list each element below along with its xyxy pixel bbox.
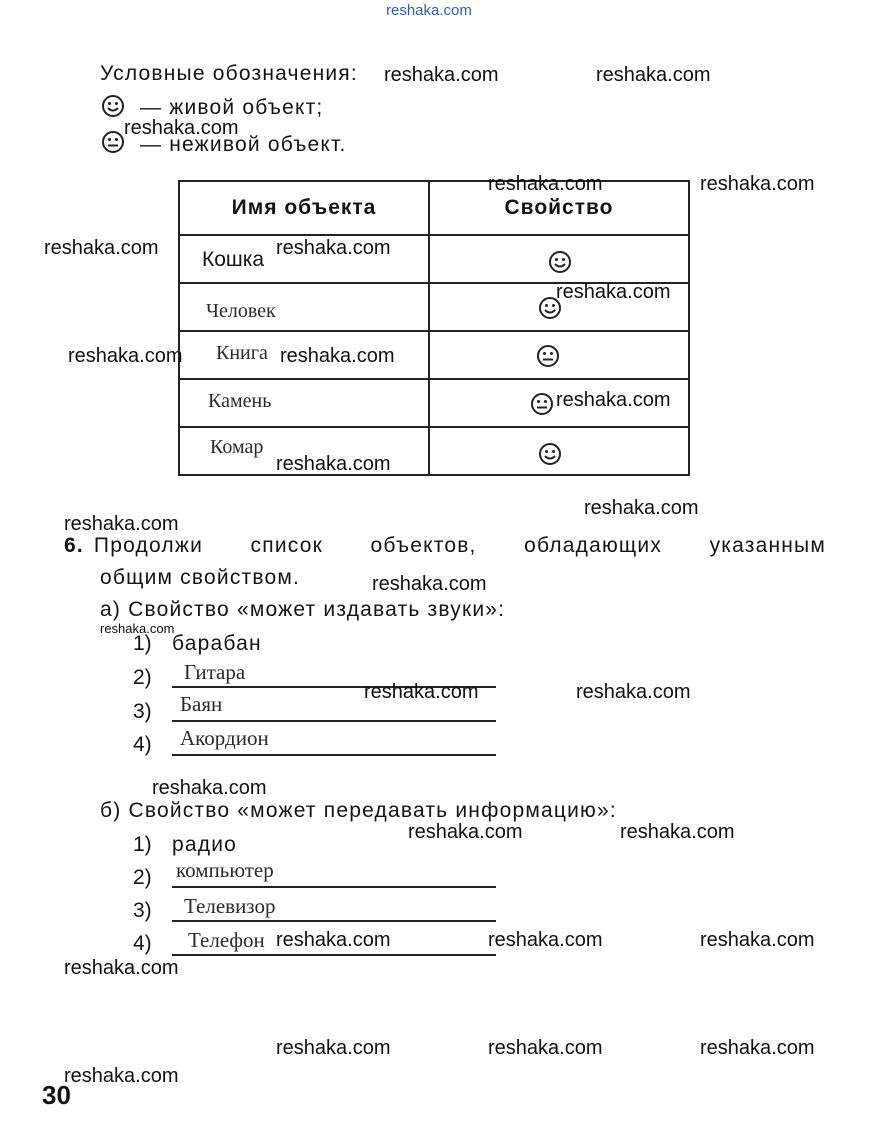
happy-smiley-icon [101,94,125,118]
watermark: reshaka.com [124,117,239,139]
neutral-smiley-icon [101,130,125,154]
watermark-small: reshaka.com [100,621,175,636]
item-number: 3) [133,700,152,723]
watermark: reshaka.com [620,821,735,843]
task-number: 6. [64,534,84,557]
row-name: Камень [208,390,272,412]
watermark: reshaka.com [488,929,603,951]
row-name: Человек [206,300,276,322]
neutral-smiley-icon [536,344,560,368]
row-name: Кошка [202,248,265,271]
row-name: Книга [216,342,268,364]
part-a-item-4: Акордион [180,726,269,750]
watermark: reshaka.com [276,1037,391,1059]
task6-text-line2: общим свойством. [100,566,301,589]
watermark-top: reshaka.com [386,2,472,19]
part-b-item-1: радио [172,833,238,856]
table-row [179,427,689,475]
watermark: reshaka.com [64,957,179,979]
answer-line [172,954,496,956]
watermark: reshaka.com [44,237,159,259]
watermark: reshaka.com [276,237,391,259]
watermark: reshaka.com [556,281,671,303]
legend-inanimate: — неживой объект. [140,133,347,156]
part-a-item-2: Гитара [184,660,246,684]
item-number: 4) [133,932,152,955]
header-object-name: Имя объекта [179,181,429,235]
part-b-item-3: Телевизор [184,894,276,918]
part-b-label: б) Свойство «может передавать информацию»: [100,799,617,822]
watermark: reshaka.com [576,681,691,703]
watermark: reshaka.com [64,513,179,535]
part-a-item-3: Баян [180,692,223,716]
watermark: reshaka.com [364,681,479,703]
watermark: reshaka.com [556,389,671,411]
happy-smiley-icon [548,250,572,274]
table-row [179,331,689,379]
watermark: reshaka.com [280,345,395,367]
item-number: 1) [133,632,152,655]
item-number: 1) [133,833,152,856]
answer-line [172,886,496,888]
watermark: reshaka.com [408,821,523,843]
item-number: 4) [133,733,152,756]
task6-line1: Продолжи список объектов, обладающих указанным [93,534,826,557]
watermark: reshaka.com [700,929,815,951]
part-b-item-2: компьютер [176,858,274,882]
item-number: 3) [133,899,152,922]
watermark: reshaka.com [700,173,815,195]
part-a-item-1: барабан [172,632,262,655]
watermark: reshaka.com [384,64,499,86]
part-a-label: а) Свойство «может издавать звуки»: [100,598,506,621]
watermark: reshaka.com [276,929,391,951]
answer-line [172,720,496,722]
item-number: 2) [133,666,152,689]
watermark: reshaka.com [488,173,603,195]
legend-title: Условные обозначения: [100,62,358,85]
answer-line [172,754,496,756]
task6-text-line1 [64,534,826,558]
item-number: 2) [133,866,152,889]
watermark: reshaka.com [584,497,699,519]
watermark: reshaka.com [700,1037,815,1059]
table-row [179,235,689,283]
watermark: reshaka.com [372,573,487,595]
watermark: reshaka.com [152,777,267,799]
objects-table [178,180,690,476]
watermark: reshaka.com [596,64,711,86]
neutral-smiley-icon [530,392,554,416]
answer-line [172,920,496,922]
row-name: Комар [210,436,264,458]
watermark: reshaka.com [64,1065,179,1087]
happy-smiley-icon [538,442,562,466]
page-number: 30 [42,1080,71,1110]
part-b-item-4: Телефон [188,928,265,952]
header-property: Свойство [429,181,689,235]
watermark: reshaka.com [488,1037,603,1059]
watermark: reshaka.com [276,453,391,475]
legend-alive: — живой объект; [140,96,324,119]
watermark: reshaka.com [68,345,183,367]
